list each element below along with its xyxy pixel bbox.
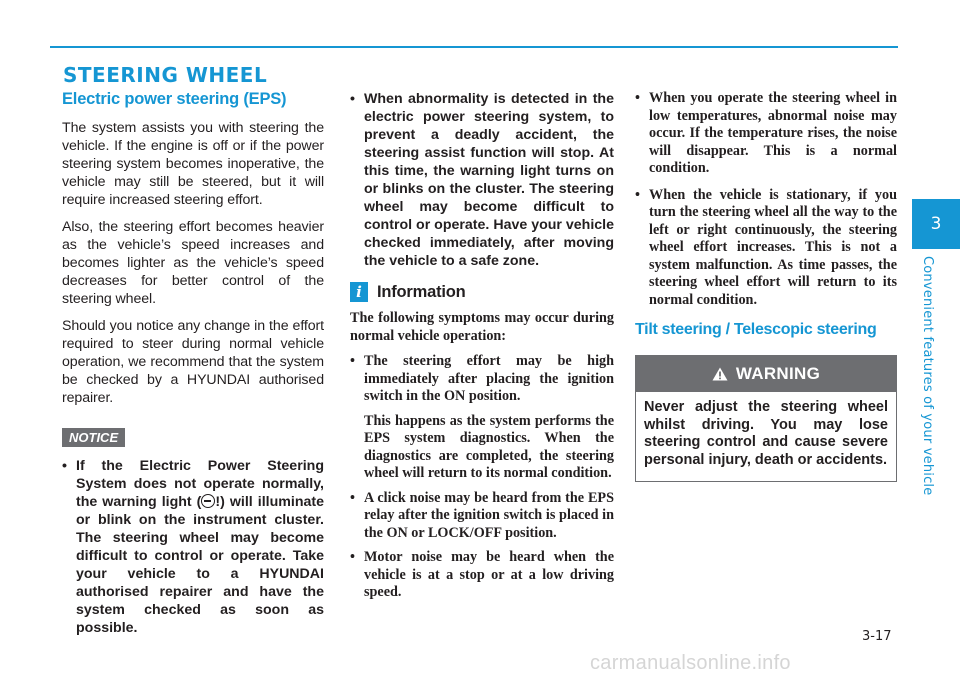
eps-warning-icon [201, 494, 215, 508]
page-number: 3-17 [862, 629, 892, 644]
information-subtext: This happens as the system performs the EPS system diagnostics. When the diagnostics are completed, the steering wheel will return to its normal condition. [364, 412, 614, 481]
information-header [350, 282, 614, 302]
information-intro: The following symptoms may occur during normal vehicle operation: [350, 310, 614, 344]
chapter-tab[interactable]: 3 [912, 199, 960, 249]
notice-list [62, 457, 324, 637]
warning-text: Never adjust the steering wheel whilst driving. You may lose steering control and cause severe personal injury, death or accidents. [644, 399, 888, 468]
information-list [350, 353, 614, 602]
eps-paragraph: Should you notice any change in the effort required to steer during normal vehicle operation, we recommend that the system be checked by a HYUNDAI authorised repairer. [62, 318, 324, 406]
warning-label: WARNING [735, 364, 821, 383]
information-item: • Motor noise may be heard when the vehicle is at a stop or at a low driving speed. [350, 549, 614, 602]
eps-paragraph: The system assists you with steering the vehicle. If the engine is off or if the power steering system becomes inoperative, the vehicle may still be steered, but it will require increased steering effort. [62, 120, 324, 208]
notice-item: • If the Electric Power Steering System does not operate normally, the warning light ( !) will illuminate or blink on the instrument cluster. The steering wheel may become difficult to control or operate. Take your vehicle to a HYUNDAI authorised repairer and have the system checked as soon as possible. [62, 457, 324, 637]
eps-paragraph: Also, the steering effort becomes heavier as the vehicle’s speed increases and becomes lighter as the vehicle’s speed decreases for better control of the steering wheel. [62, 219, 324, 307]
information-item: • A click noise may be heard from the EPS relay after the ignition switch is placed in the ON or LOCK/OFF position. [350, 490, 614, 543]
information-item: • When the vehicle is stationary, if you turn the steering wheel all the way to the left or right continuously, the steering wheel effort increases. This is not a system malfunction. As time passes, the steering wheel effort will return to its normal condition. [635, 187, 897, 310]
information-item: • When you operate the steering wheel in low temperatures, abnormal noise may occur. If the temperature rises, the noise will disappear. This is a normal condition. [635, 90, 897, 178]
information-item: • The steering effort may be high immediately after placing the ignition switch in the ON position. This happens as the system performs the EPS system diagnostics. When the diagnostics are completed, the steering wheel will return to its normal condition. [350, 353, 614, 483]
header-rule [50, 46, 898, 48]
notice-badge: NOTICE [62, 428, 125, 447]
information-list-continued [635, 90, 897, 309]
notice-list-continued [350, 90, 614, 270]
eps-heading: Electric power steering (EPS) [62, 90, 287, 108]
section-title: STEERING WHEEL [63, 63, 268, 87]
warning-triangle-icon [712, 367, 728, 381]
warning-box [635, 355, 897, 482]
column-information [350, 90, 614, 609]
chapter-name: Convenient features of your vehicle [920, 256, 935, 496]
tilt-heading: Tilt steering / Telescopic steering [635, 321, 877, 338]
column-tilt [635, 90, 897, 482]
notice-item: • When abnormality is detected in the electric power steering system, to prevent a deadly accident, the steering assist function will stop. At this time, the warning light turns on or blinks on the cluster. The steering wheel may become difficult to control or operate. Have your vehicle checked immediately, after moving the vehicle to a safe zone. [350, 90, 614, 270]
warning-header [636, 356, 896, 392]
information-title: Information [377, 282, 466, 301]
watermark: carmanualsonline.info [590, 652, 791, 674]
information-icon: i [350, 282, 368, 302]
column-eps [62, 90, 324, 637]
